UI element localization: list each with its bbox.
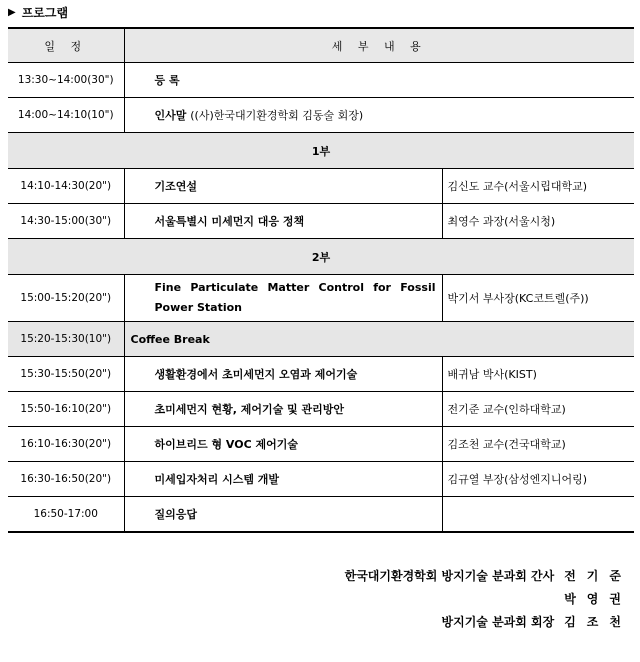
row-time: 16:50-17:00 — [8, 497, 124, 533]
row-time: 16:30-16:50(20") — [8, 462, 124, 497]
table-row — [8, 427, 634, 462]
row-content: 초미세먼지 현황, 제어기술 및 관리방안 — [124, 392, 442, 427]
signature-name: 전기준 — [564, 569, 632, 583]
row-content: Fine Particulate Matter Control for Fossil Power Station — [124, 275, 442, 322]
row-time: 13:30~14:00(30") — [8, 63, 124, 98]
row-speaker: 김규열 부장(삼성엔지니어링) — [442, 462, 634, 497]
row-speaker: 김신도 교수(서울시립대학교) — [442, 169, 634, 204]
row-time: 14:30-15:00(30") — [8, 204, 124, 239]
row-content — [124, 98, 634, 133]
row-time: 15:00-15:20(20") — [8, 275, 124, 322]
row-time: 14:10-14:30(20") — [8, 169, 124, 204]
row-speaker: 배귀남 박사(KIST) — [442, 357, 634, 392]
row-content: 질의응답 — [124, 497, 442, 533]
row-content: 생활환경에서 초미세먼지 오염과 제어기술 — [124, 357, 442, 392]
row-content: Coffee Break — [124, 322, 634, 357]
part-row — [8, 133, 634, 169]
table-row — [8, 204, 634, 239]
row-speaker: 전기준 교수(인하대학교) — [442, 392, 634, 427]
row-content-note: ((사)한국대기환경학회 김동술 회장) — [190, 109, 364, 122]
row-content: 서울특별시 미세먼지 대응 정책 — [124, 204, 442, 239]
table-row — [8, 63, 634, 98]
table-row — [8, 275, 634, 322]
signature-org: 방지기술 분과회 회장 — [441, 615, 555, 629]
row-speaker — [442, 497, 634, 533]
row-content: 하이브리드 형 VOC 제어기술 — [124, 427, 442, 462]
row-speaker: 김조천 교수(건국대학교) — [442, 427, 634, 462]
row-time: 15:50-16:10(20") — [8, 392, 124, 427]
row-time: 15:30-15:50(20") — [8, 357, 124, 392]
table-row — [8, 497, 634, 533]
signature-name: 박영권 — [564, 592, 632, 606]
triangle-bullet-icon: ▶ — [8, 7, 16, 18]
table-row — [8, 357, 634, 392]
row-speaker: 최영수 과장(서울시청) — [442, 204, 634, 239]
row-time: 14:00~14:10(10") — [8, 98, 124, 133]
table-row — [8, 169, 634, 204]
header-time: 일 정 — [8, 28, 124, 63]
table-row — [8, 98, 634, 133]
signature-name: 김조천 — [564, 615, 632, 629]
part-label: 1부 — [8, 133, 634, 169]
row-speaker: 박기서 부사장(KC코트렐(주)) — [442, 275, 634, 322]
table-row — [8, 392, 634, 427]
table-row — [8, 462, 634, 497]
row-content: 기조연설 — [124, 169, 442, 204]
table-header-row — [8, 28, 634, 63]
signature-line-secretary — [345, 567, 632, 584]
row-content: 미세입자처리 시스템 개발 — [124, 462, 442, 497]
table-row — [8, 322, 634, 357]
signature-line-secretary-2 — [554, 590, 632, 607]
section-title: 프로그램 — [21, 6, 69, 20]
row-content-title: 인사말 — [154, 109, 187, 122]
section-header — [8, 4, 68, 21]
row-time: 15:20-15:30(10") — [8, 322, 124, 357]
row-time: 16:10-16:30(20") — [8, 427, 124, 462]
signature-org: 한국대기환경학회 방지기술 분과회 간사 — [344, 569, 555, 583]
program-table — [8, 27, 634, 533]
row-content: 등 록 — [124, 63, 634, 98]
signature-line-chair — [442, 613, 632, 630]
part-label: 2부 — [8, 239, 634, 275]
header-content: 세 부 내 용 — [124, 28, 634, 63]
part-row — [8, 239, 634, 275]
